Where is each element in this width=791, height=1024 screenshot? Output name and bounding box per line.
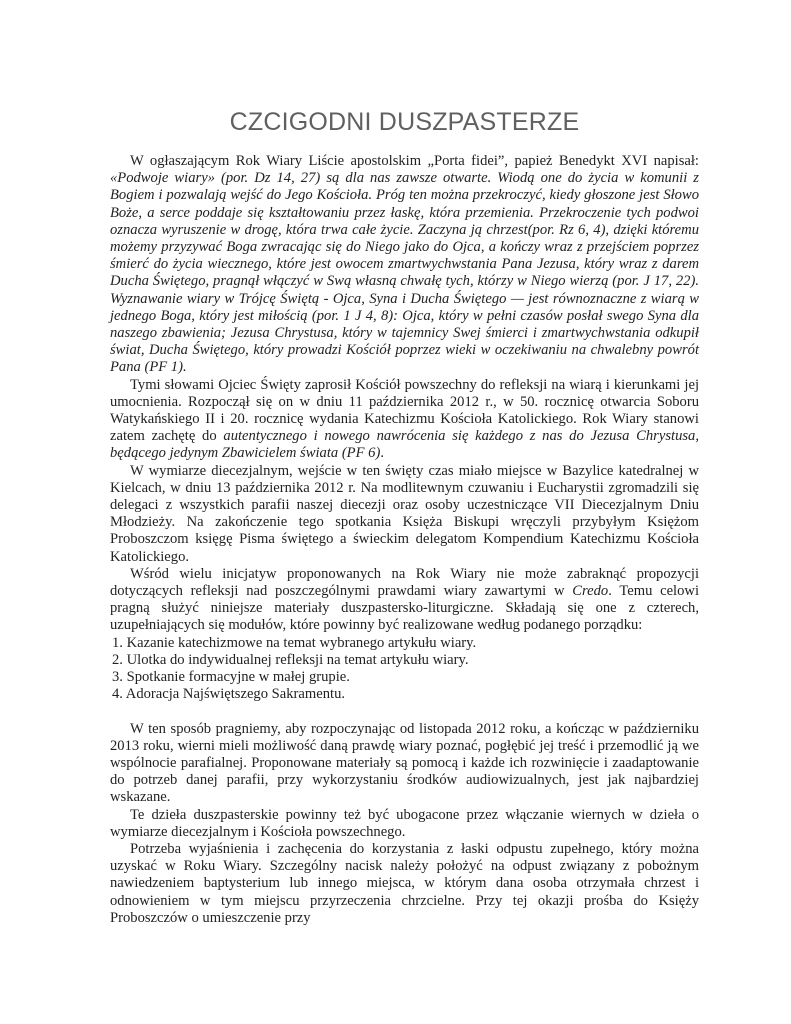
- paragraph-spacer: [110, 704, 699, 721]
- paragraph-schedule: W ten sposób pragniemy, aby rozpoczynając od listopada 2012 roku, a kończąc w październiku 2013 roku, wierni mieli możliwość daną prawdę wiary poznać, pogłębić jej treść i przemodlić ją we wspólnocie parafialnej. Proponowane materiały są pomocą i każde ich rozwinięcie i zaadaptowanie do potrzeb danej parafii, przy wykorzystaniu środków audiowizualnych, jest jak najbardziej wskazane.: [110, 720, 699, 806]
- modules-list: [110, 635, 699, 704]
- paragraph-indulgence: Potrzeba wyjaśnienia i zachęcenia do korzystania z łaski odpustu zupełnego, który można uzyskać w Roku Wiary. Szczególny nacisk należy położyć na odpust związany z pobożnym nawiedzeniem baptysterium lub innego miejsca, w którym dana osoba otrzymała chrzest i odnowieniem w tym miejscu przyrzeczenia chrzcielne. Przy tej okazji prośba do Księży Proboszczów o umieszczenie przy: [110, 840, 699, 926]
- credo-word: Credo: [572, 583, 609, 600]
- list-item: 2. Ulotka do indywidualnej refleksji na temat artykułu wiary.: [112, 651, 469, 668]
- list-item: 3. Spotkanie formacyjne w małej grupie.: [112, 669, 350, 686]
- porta-fidei-quote: «Podwoje wiary» (por. Dz 14, 27) są dla nas zawsze otwarte. Wiodą one do życia w komunii z Bogiem i pozwalają wejść do Jego Kościoła. Próg ten można przekroczyć, kiedy głoszone jest Słowo Boże, a serce poddaje się kształtowaniu przez łaskę, która przemienia. Przekroczenie tych podwoi oznacza wyruszenie w drogę, która trwa całe życie. Zaczyna ją chrzest(por. Rz 6, 4), dzięki któremu możemy przyzywać Boga zwracając się do Niego jako do Ojca, a kończy wraz z przejściem poprzez śmierć do życia wiecznego, które jest owocem zmartwychwstania Pana Jezusa, który wraz z darem Ducha Świętego, pragnął włączyć w Swą własną chwałę tych, którzy w Niego wierzą (por. J 17, 22). Wyznawanie wiary w Trójcę Świętą - Ojca, Syna i Ducha Świętego — jest równoznaczne z wiarą w jednego Boga, który jest miłością (por. 1 J 4, 8): Ojca, który w pełni czasów posłał swego Syna dla naszego zbawienia; Jezusa Chrystusa, który w tajemnicy Swej śmierci i zmartwychwstania odkupił świat, Ducha Świętego, który prowadzi Kościół poprzez wieki w oczekiwaniu na chwalebny powrót Pana (PF 1).: [110, 170, 699, 376]
- materials-text-end: . Temu celowi pragną służyć niniejsze materiały duszpastersko-liturgiczne. Składają się one z czterech, uzupełniających się modułów, które powinny być realizowane według podanego porządku:: [110, 583, 699, 634]
- intro-text: W ogłaszającym Rok Wiary Liście apostolskim „Porta fidei”, papież Benedykt XVI napisał:: [130, 153, 699, 169]
- paragraph-pastoral-works: Te dzieła duszpasterskie powinny też być ubogacone przez włączanie wiernych w dzieła o wymiarze diecezjalnym i Kościoła powszechnego.: [110, 806, 699, 840]
- list-item: 4. Adoracja Najświętszego Sakramentu.: [112, 686, 346, 703]
- year-of-faith-text: Tymi słowami Ojciec Święty zaprosił Kościół powszechny do refleksji na wiarą i kierunkami jej umocnienia. Rozpoczął się on w dniu 11 października 2012 r., w 50. rocznicę otwarcia Soboru Watykańskiego II i 20. rocznicę wydania Katechizmu Kościoła Katolickiego. Rok Wiary stanowi zatem zachętę do: [110, 376, 699, 445]
- list-item: 1. Kazanie katechizmowe na temat wybranego artykułu wiary.: [112, 634, 477, 651]
- document-body: [110, 153, 699, 927]
- paragraph-intro-quote: [110, 153, 699, 377]
- paragraph-diocesan-opening: W wymiarze diecezjalnym, wejście w ten święty czas miało miejsce w Bazylice katedralnej w Kielcach, w dniu 13 października 2012 r. Na modlitewnym czuwaniu i Eucharystii zgromadzili się delegaci z wszystkich parafii naszej diecezji oraz osoby uczestniczące VII Diecezjalnym Dniu Młodzieży. Na zakończenie tego spotkania Księża Biskupi wręczyli przybyłym Księżom Proboszczom księgę Pisma świętego a świeckim delegatom Kompendium Katechizmu Kościoła Katolickiego.: [110, 462, 699, 565]
- paragraph-materials: [110, 566, 699, 635]
- materials-text: Wśród wielu inicjatyw proponowanych na Rok Wiary nie może zabraknąć propozycji dotyczących refleksji nad poszczególnymi prawdami wiary zawartymi w: [110, 565, 699, 600]
- year-of-faith-end: .: [380, 445, 384, 462]
- page-title: CZCIGODNI DUSZPASTERZE: [229, 108, 580, 136]
- document-page: [110, 0, 699, 1024]
- conversion-quote: autentycznego i nowego nawrócenia się każdego z nas do Jezusa Chrystusa, będącego jedynym Zbawicielem świata (PF 6): [110, 428, 699, 462]
- paragraph-year-of-faith: [110, 377, 699, 463]
